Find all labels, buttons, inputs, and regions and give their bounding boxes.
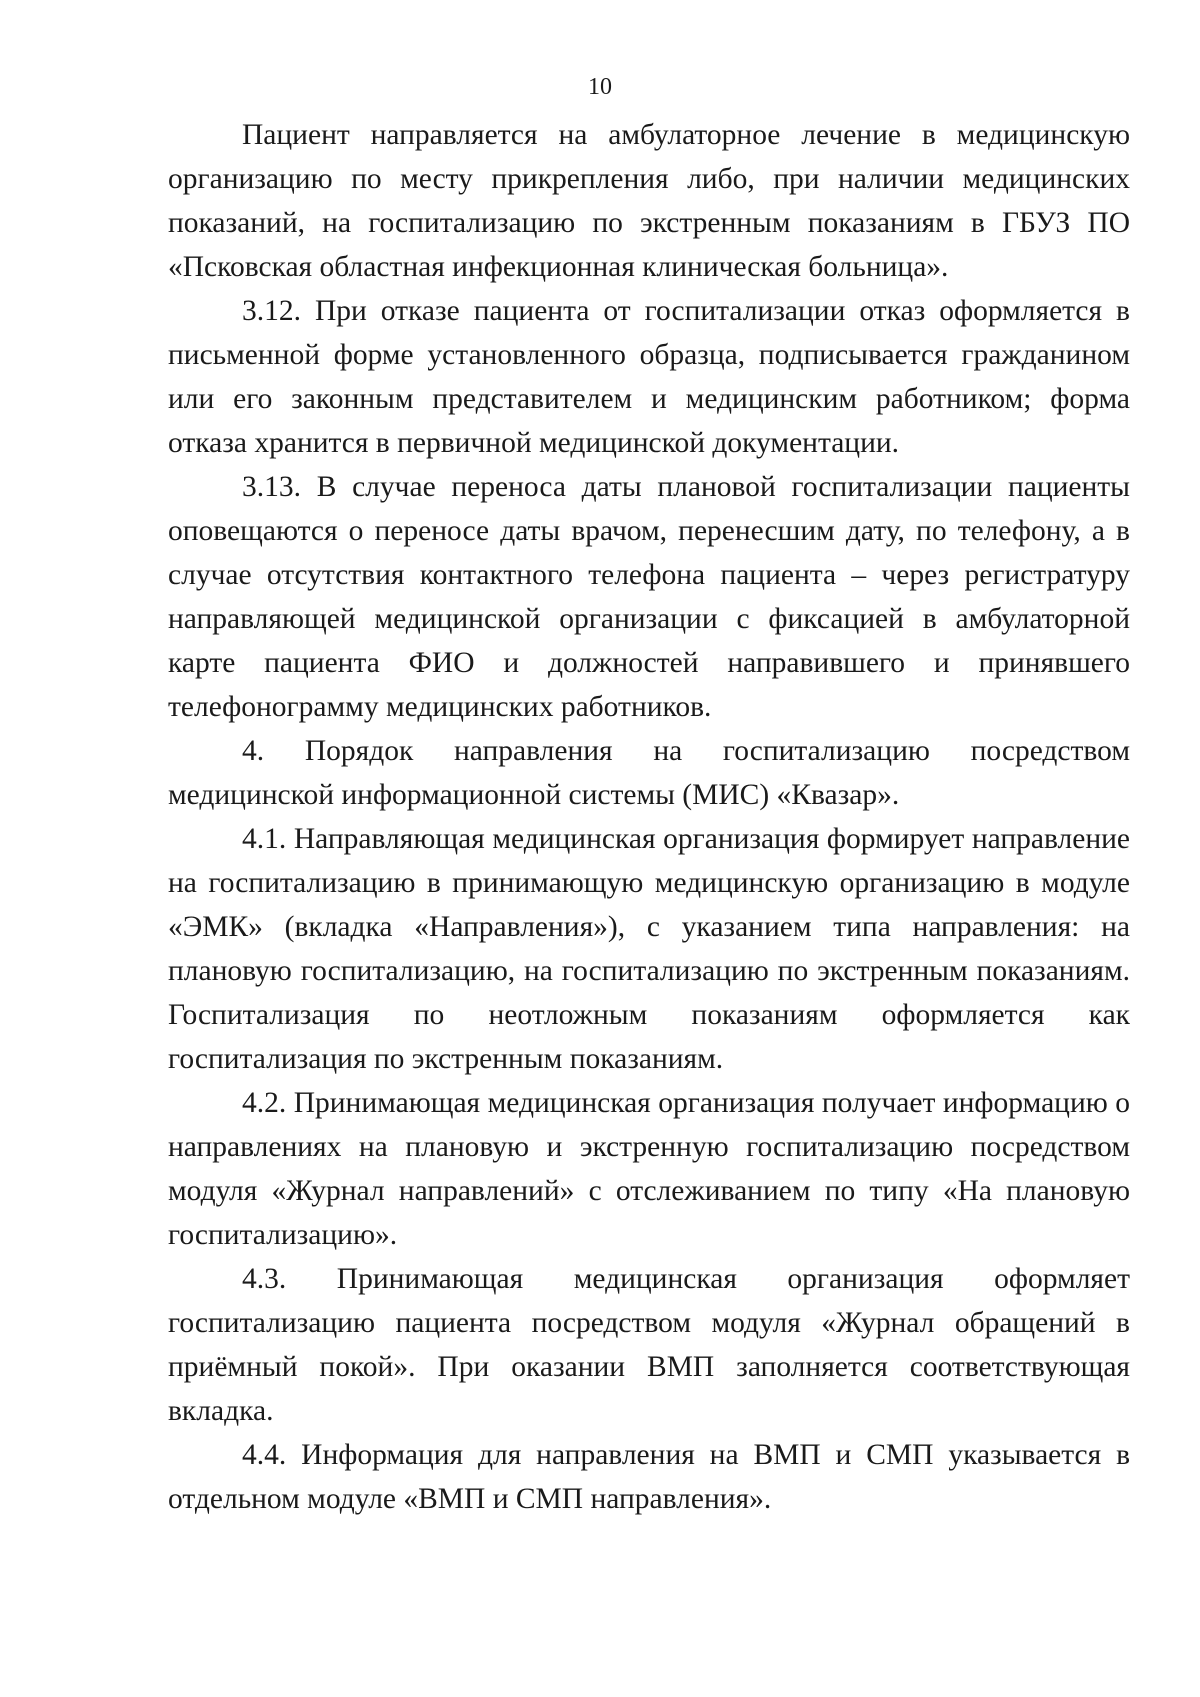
paragraph-4-3: 4.3. Принимающая медицинская организация оформляет госпитализацию пациента посредством модуля «Журнал обращений в приёмный покой». При оказании ВМП заполняется соответствующая вкладка.: [168, 1263, 1130, 1427]
page-number: 10: [588, 74, 612, 100]
document-body: [168, 113, 1130, 1521]
paragraph-patient-referral: Пациент направляется на амбулаторное лечение в медицинскую организацию по месту прикрепления либо, при наличии медицинских показаний, на госпитализацию по экстренным показаниям в ГБУЗ ПО «Псковская областная инфекционная клиническая больница».: [168, 119, 1130, 283]
paragraph-4-heading: 4. Порядок направления на госпитализацию посредством медицинской информационной системы (МИС) «Квазар».: [168, 735, 1130, 811]
paragraph-3-12: 3.12. При отказе пациента от госпитализации отказ оформляется в письменной форме установленного образца, подписывается гражданином или его законным представителем и медицинским работником; форма отказа хранится в первичной медицинской документации.: [168, 295, 1130, 459]
paragraph-4-2: 4.2. Принимающая медицинская организация получает информацию о направлениях на плановую и экстренную госпитализацию посредством модуля «Журнал направлений» с отслеживанием по типу «На плановую госпитализацию».: [168, 1087, 1130, 1251]
paragraph-4-4: 4.4. Информация для направления на ВМП и СМП указывается в отдельном модуле «ВМП и СМП направления».: [168, 1439, 1130, 1515]
paragraph-4-1: 4.1. Направляющая медицинская организация формирует направление на госпитализацию в принимающую медицинскую организацию в модуле «ЭМК» (вкладка «Направления»), с указанием типа направления: на плановую госпитализацию, на госпитализацию по экстренным показаниям. Госпитализация по неотложным показаниям оформляется как госпитализация по экстренным показаниям.: [168, 823, 1130, 1075]
paragraph-3-13: 3.13. В случае переноса даты плановой госпитализации пациенты оповещаются о переносе даты врачом, перенесшим дату, по телефону, а в случае отсутствия контактного телефона пациента – через регистратуру направляющей медицинской организации с фиксацией в амбулаторной карте пациента ФИО и должностей направившего и принявшего телефонограмму медицинских работников.: [168, 471, 1130, 723]
